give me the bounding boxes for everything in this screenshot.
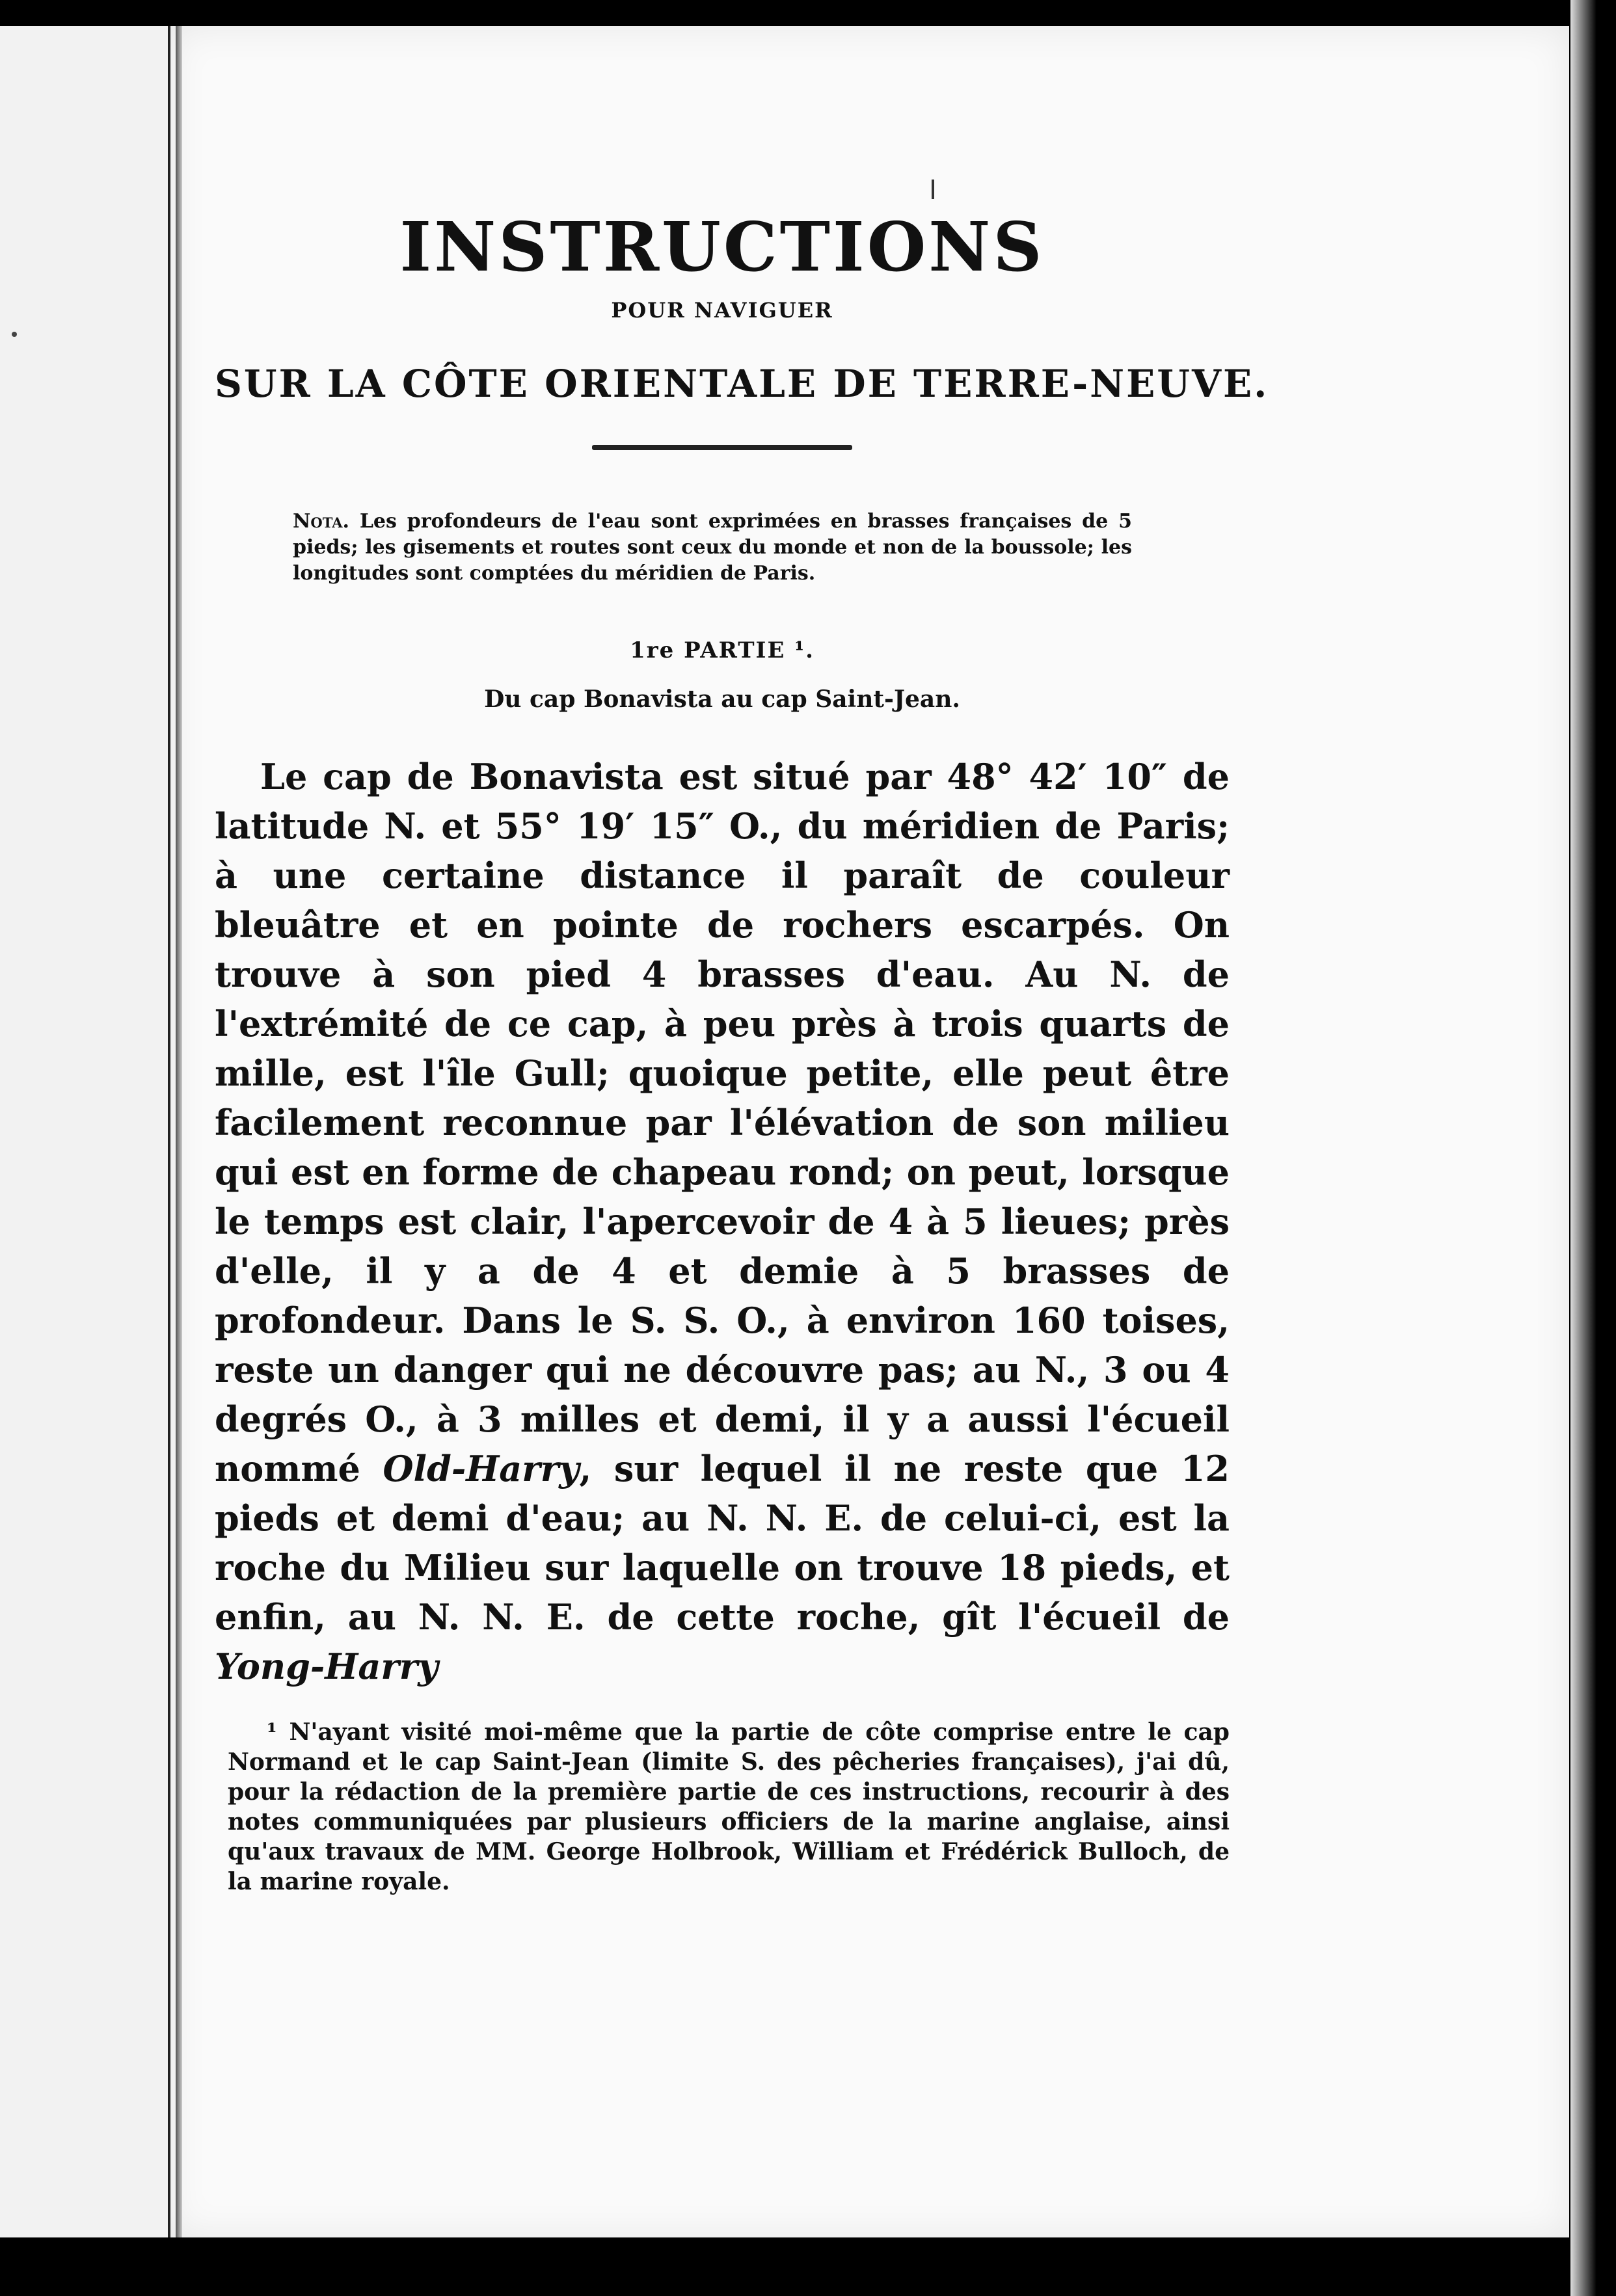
ink-mark — [932, 180, 934, 199]
body-paragraph — [215, 752, 1230, 1691]
body-text-part2: , sur lequel il ne reste que 12 pieds et demi d'eau; au N. N. E. de celui-ci, est la roche du Milieu sur laquelle on trouve 18 pieds, et enfin, au N. N. E. de cette roche, gît l'écueil de — [215, 1448, 1230, 1638]
previous-page-edge — [0, 26, 172, 2237]
body-italic-yong-harry: Yong-Harry — [215, 1646, 438, 1687]
page-content — [215, 207, 1269, 1897]
body-italic-old-harry: Old-Harry — [383, 1448, 580, 1489]
document-subtitle: POUR NAVIGUER — [611, 298, 833, 323]
page-right-edge — [1570, 0, 1596, 2296]
ink-spot — [12, 332, 17, 337]
ornamental-rule — [592, 445, 852, 450]
section-title: Du cap Bonavista au cap Saint-Jean. — [484, 686, 960, 713]
coast-title: SUR LA CÔTE ORIENTALE DE TERRE-NEUVE. — [215, 362, 1269, 406]
nota-label: Nota. — [293, 510, 349, 533]
footnote-mark: ¹ — [267, 1718, 277, 1746]
footnote — [228, 1717, 1230, 1897]
part-heading: 1re PARTIE ¹. — [630, 637, 815, 663]
nota-text: Les profondeurs de l'eau sont exprimées en brasses françaises de 5 pieds; les gisements et routes sont ceux du monde et non de la boussole; les longitudes sont comptées du méridien de Paris. — [293, 510, 1132, 585]
book-spine — [176, 26, 182, 2237]
document-title: INSTRUCTIONS — [399, 207, 1045, 287]
nota-paragraph — [293, 509, 1132, 587]
body-text-part1: Le cap de Bonavista est situé par 48° 42′ 10″ de latitude N. et 55° 19′ 15″ O., du méridien de Paris; à une certaine distance il paraît de couleur bleuâtre et en pointe de rochers escarpés. On trouve à son pied 4 brasses d'eau. Au N. de l'extrémité de ce cap, à peu près à trois quarts de mille, est l'île Gull; quoique petite, elle peut être facilement reconnue par l'élévation de son milieu qui est en forme de chapeau rond; on peut, lorsque le temps est clair, l'apercevoir de 4 à 5 lieues; près d'elle, il y a de 4 et demie à 5 brasses de profondeur. Dans le S. S. O., à environ 160 toises, reste un danger qui ne découvre pas; au N., 3 ou 4 degrés O., à 3 milles et demi, il y a aussi l'écueil nommé — [215, 756, 1230, 1489]
footnote-text: N'ayant visité moi-même que la partie de côte comprise entre le cap Normand et le cap Saint-Jean (limite S. des pêcheries françaises), j'ai dû, pour la rédaction de la première partie de ces instructions, recourir à des notes communiquées par plusieurs officiers de la marine anglaise, ainsi qu'aux travaux de MM. George Holbrook, William et Frédérick Bulloch, de la marine royale. — [228, 1718, 1230, 1895]
